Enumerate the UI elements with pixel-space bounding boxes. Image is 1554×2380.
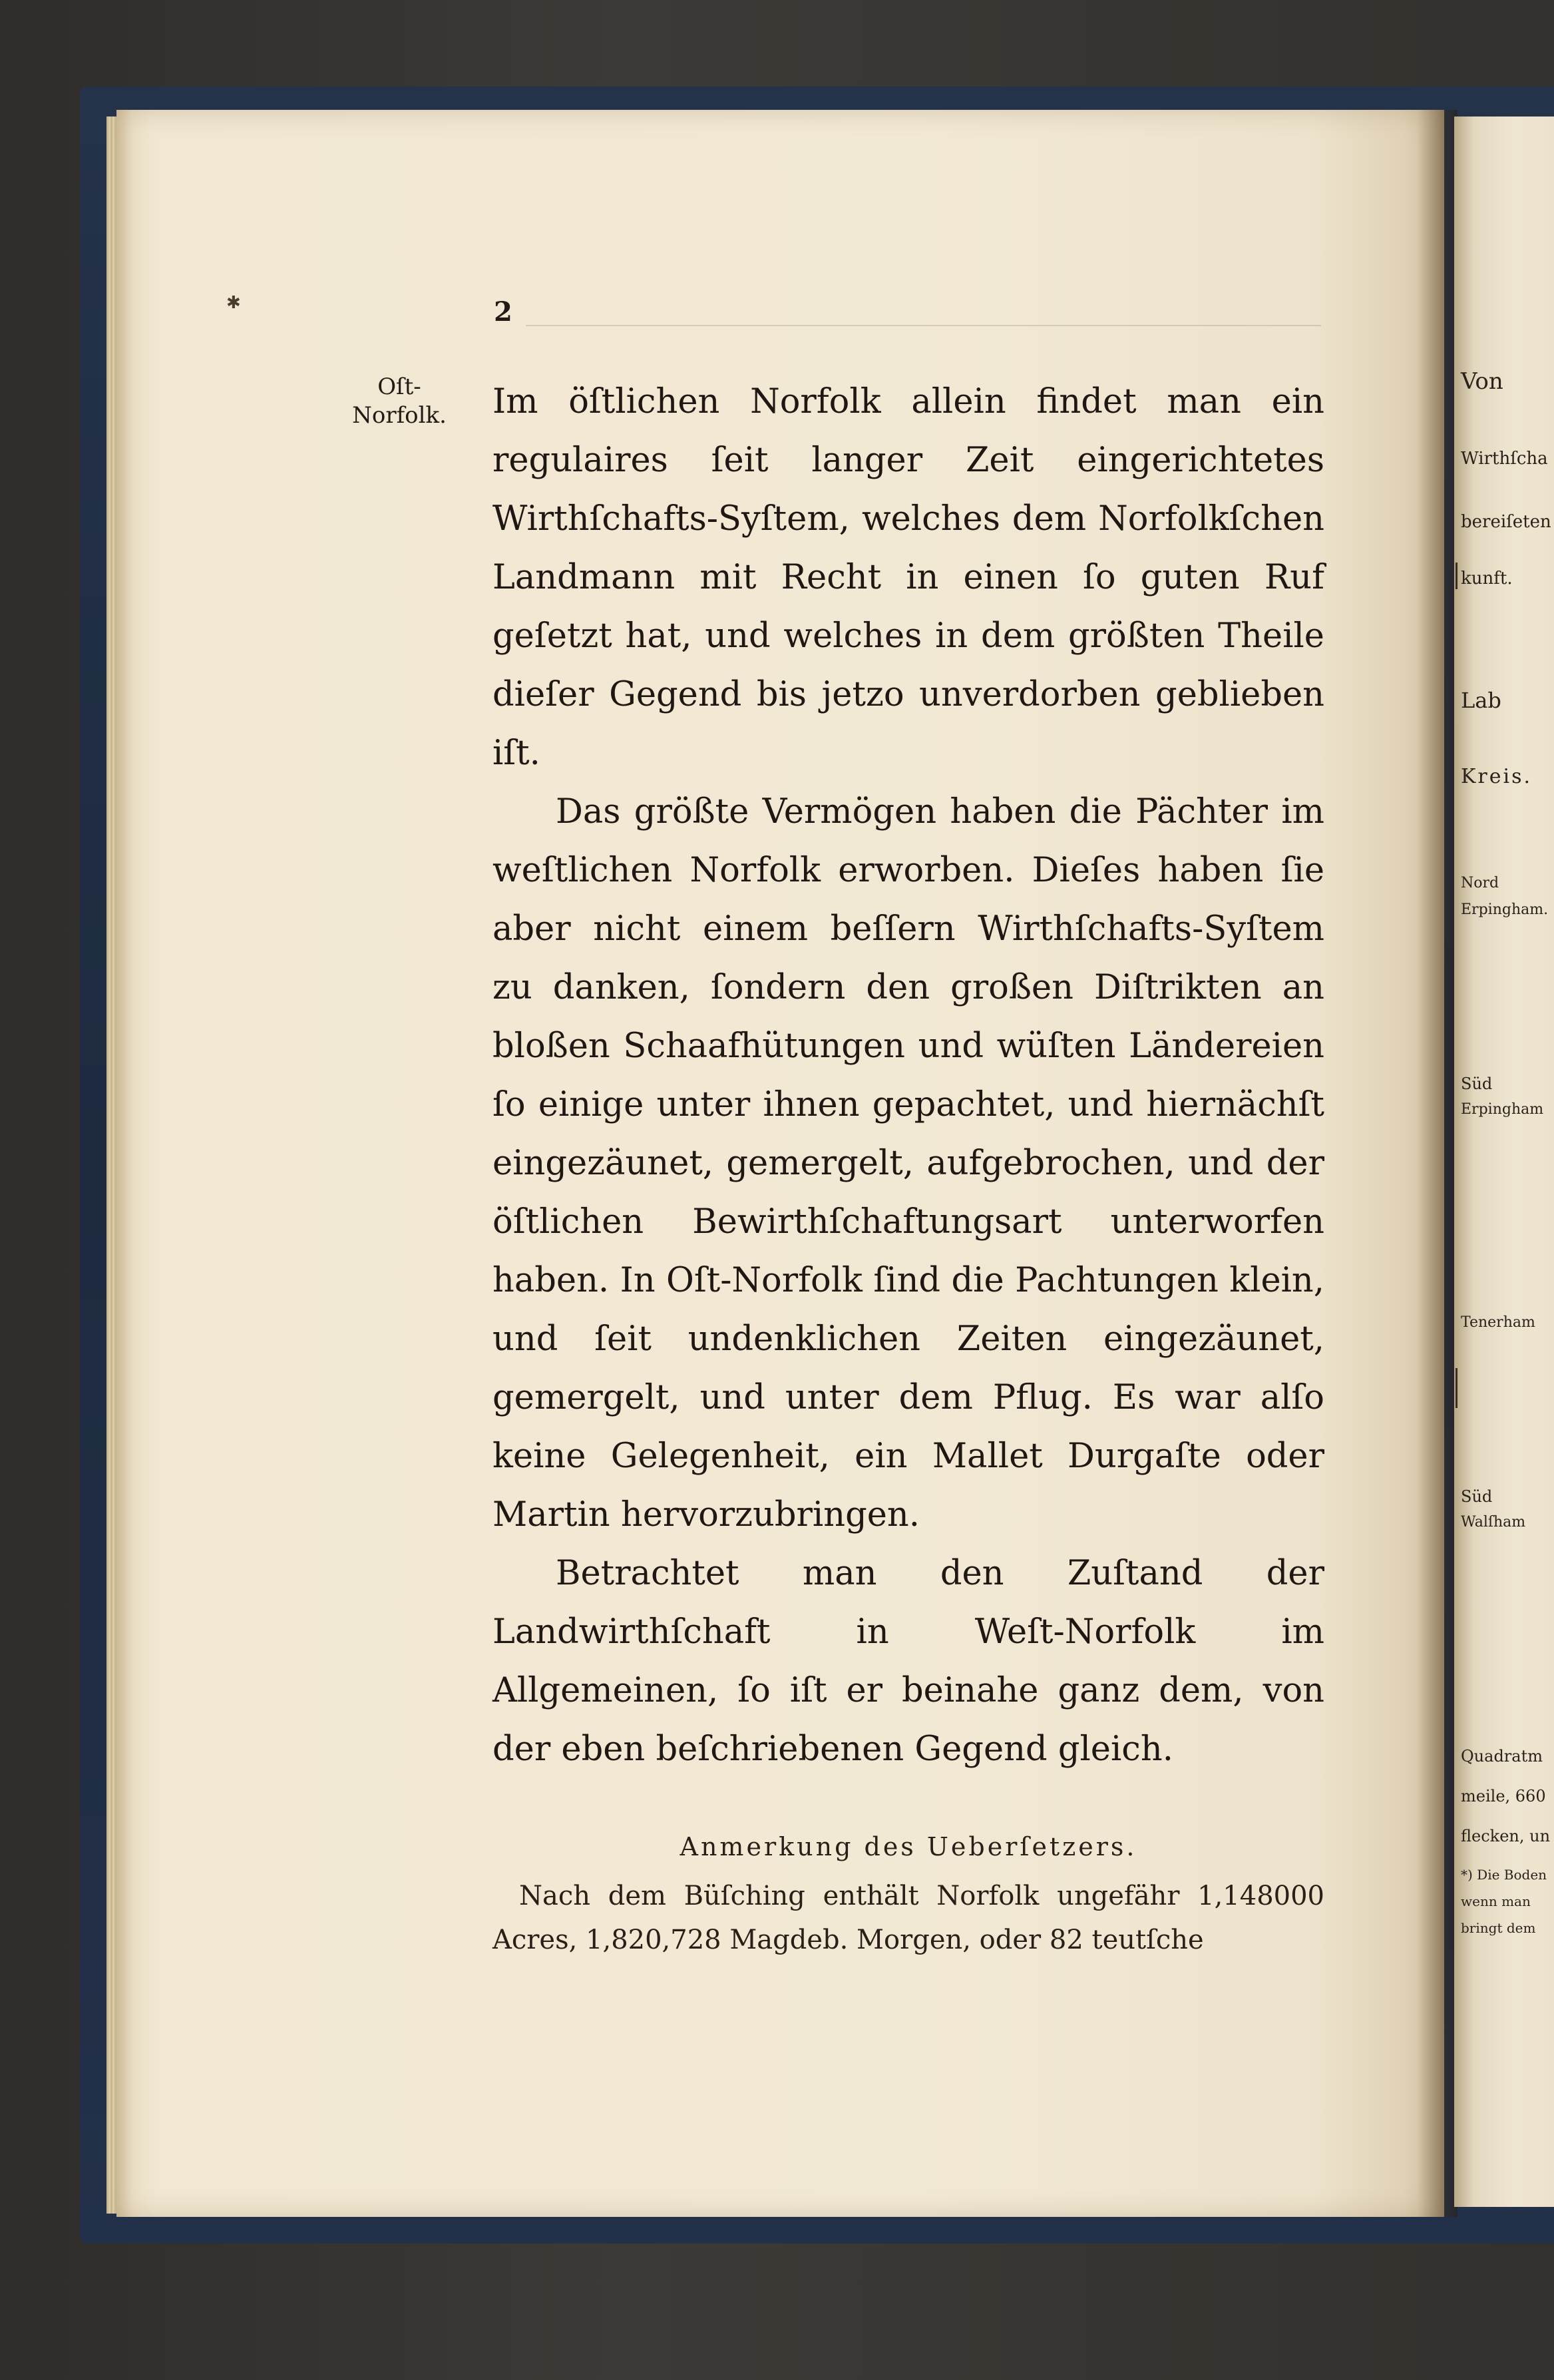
facing-text-13: Walſham xyxy=(1461,1514,1526,1531)
facing-text-1: Von xyxy=(1461,368,1503,395)
paragraph-2: Das größte Vermögen haben die Pächter im weſtlichen Norfolk erworben. Dieſes haben ſie aber nicht einem beſſern Wirthſchafts-Syſtem zu danken, ſondern den großen Diſtrikten an bloßen Schaafhütungen und wüſten Ländereien ſo einige unter ihnen gepachtet, und hiernächſt eingezäunet, gemergelt, aufgebrochen, und der öſtlichen Bewirthſchaftungsart unterworfen haben. In Oſt-Norfolk ſind die Pachtungen klein, und ſeit undenklichen Zeiten eingezäunet, gemergelt, und unter dem Pflug. Es war alſo keine Gelegenheit, ein Mallet Durgaſte oder Martin hervorzubringen. xyxy=(492,792,1324,1535)
main-text xyxy=(492,373,1324,1779)
margin-note: Oſt- Norfolk. xyxy=(352,373,447,429)
note-heading: Anmerkung des Ueberſetzers. xyxy=(680,1832,1137,1861)
paragraph-1: Im öſtlichen Norfolk allein findet man ein regulaires ſeit langer Zeit eingerichtetes Wirthſchafts-Syſtem, welches dem Norfolkſchen Landmann mit Recht in einen ſo guten Ruf geſetzt hat, und welches in dem größten Theile dieſer Gegend bis jetzo unverdorben geblieben iſt. xyxy=(492,382,1324,773)
facing-text-15: meile, 660 xyxy=(1461,1787,1546,1805)
facing-text-5: Lab xyxy=(1461,688,1501,713)
facing-rule-1 xyxy=(1456,563,1457,589)
header-rule xyxy=(526,325,1321,326)
facing-text-16: flecken, un xyxy=(1461,1827,1551,1845)
facing-text-2: Wirthſcha xyxy=(1461,449,1548,469)
facing-page xyxy=(1454,117,1554,2207)
page-number: 2 xyxy=(494,296,512,328)
facing-text-6: Kreis. xyxy=(1461,765,1533,788)
facing-text-18: wenn man xyxy=(1461,1893,1531,1909)
gutter-shadow xyxy=(1418,110,1457,2217)
facing-text-8: Erpingham. xyxy=(1461,901,1549,918)
note-text: Nach dem Büſching enthält Norfolk ungefähr 1,148000 Acres, 1,820,728 Magdeb. Morgen, oder 82 teutſche xyxy=(492,1881,1324,1955)
facing-text-14: Quadratm xyxy=(1461,1747,1543,1766)
facing-text-17: *) Die Boden xyxy=(1461,1867,1547,1883)
facing-text-4: kunft. xyxy=(1461,569,1513,589)
note-body xyxy=(492,1874,1324,1962)
facing-text-12: Süd xyxy=(1461,1487,1493,1506)
paragraph-3: Betrachtet man den Zuſtand der Landwirthſchaft in Weſt-Norfolk im Allgemeinen, ſo iſt er beinahe ganz dem, von der eben beſchriebenen Gegend gleich. xyxy=(492,1554,1324,1769)
facing-text-7: Nord xyxy=(1461,875,1499,891)
facing-text-10: Erpingham xyxy=(1461,1101,1544,1118)
facing-text-9: Süd xyxy=(1461,1074,1493,1093)
facing-text-3: bereiſeten xyxy=(1461,512,1551,532)
facing-text-11: Tenerham xyxy=(1461,1314,1535,1331)
facing-text-19: bringt dem xyxy=(1461,1920,1536,1936)
ink-speck-icon: ✱ xyxy=(226,293,241,313)
facing-rule-2 xyxy=(1456,1368,1457,1408)
